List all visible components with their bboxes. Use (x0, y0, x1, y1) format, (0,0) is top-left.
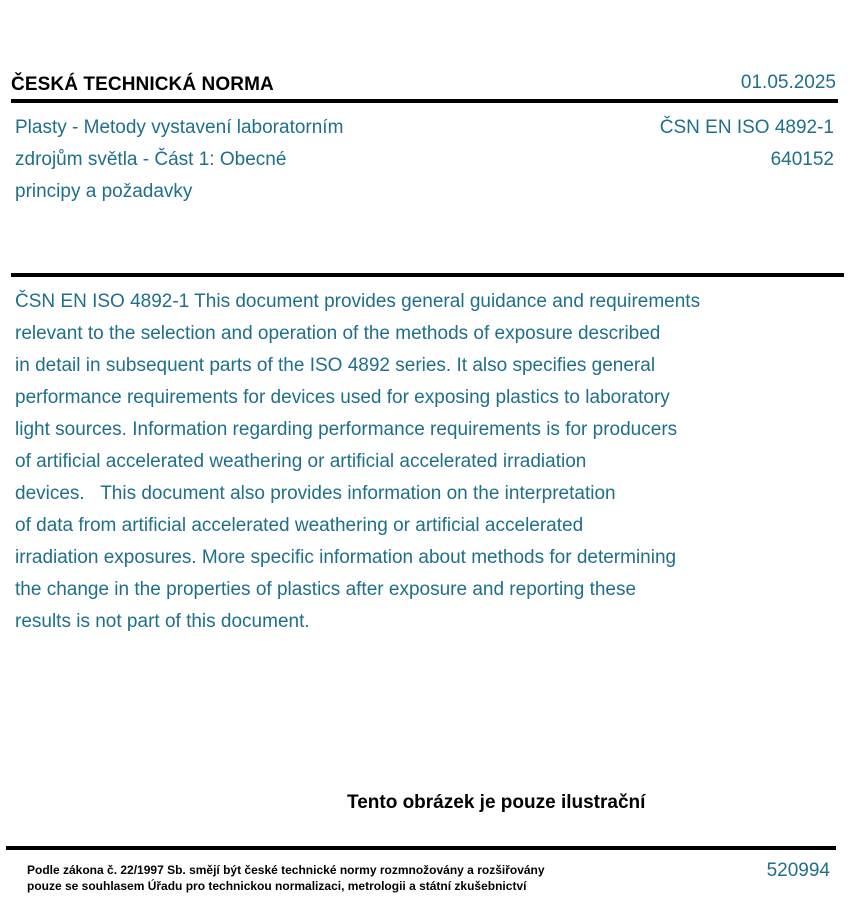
abstract-line: irradiation exposures. More specific information about methods for determining (15, 547, 677, 568)
abstract-line: of data from artificial accelerated weathering or artificial accelerated (15, 515, 584, 536)
standard-identifiers (660, 112, 834, 176)
abstract-line: devices. This document also provides information on the interpretation (15, 483, 616, 504)
abstract-line: light sources. Information regarding performance requirements is for producers (15, 419, 678, 440)
abstract-line: the change in the properties of plastics after exposure and reporting these (15, 579, 637, 600)
document-heading: ČESKÁ TECHNICKÁ NORMA (11, 74, 274, 95)
header-divider (11, 99, 838, 103)
footer-divider (6, 846, 836, 850)
abstract-line: ČSN EN ISO 4892-1 This document provides general guidance and requirements (15, 291, 701, 312)
abstract-line: in detail in subsequent parts of the ISO 4892 series. It also specifies general (15, 355, 656, 376)
standard-designation: ČSN EN ISO 4892-1 (659, 117, 834, 138)
publication-date: 01.05.2025 (740, 72, 836, 93)
standard-title (15, 112, 435, 208)
abstract-line: performance requirements for devices used for exposing plastics to laboratory (15, 387, 670, 408)
abstract-line: results is not part of this document. (15, 611, 310, 632)
standard-title-line: Plasty - Metody vystavení laboratorním (15, 117, 344, 138)
abstract-line: of artificial accelerated weathering or artificial accelerated irradiation (15, 451, 587, 472)
section-divider (11, 273, 844, 277)
copyright-notice (27, 862, 545, 894)
classification-code: 640152 (770, 149, 834, 170)
abstract-line: relevant to the selection and operation of the methods of exposure described (15, 323, 661, 344)
copyright-notice-line: pouze se souhlasem Úřadu pro technickou normalizaci, metrologii a státní zkušebnictví (27, 879, 527, 893)
copyright-notice-line: Podle zákona č. 22/1997 Sb. smějí být české technické normy rozmnožovány a rozšiřovány (27, 863, 545, 877)
illustrative-notice: Tento obrázek je pouze ilustrační (347, 792, 646, 813)
catalog-code: 520994 (766, 860, 830, 881)
standard-title-line: zdrojům světla - Část 1: Obecné (15, 149, 287, 170)
abstract-text (15, 286, 815, 638)
standard-title-line: principy a požadavky (15, 181, 193, 202)
